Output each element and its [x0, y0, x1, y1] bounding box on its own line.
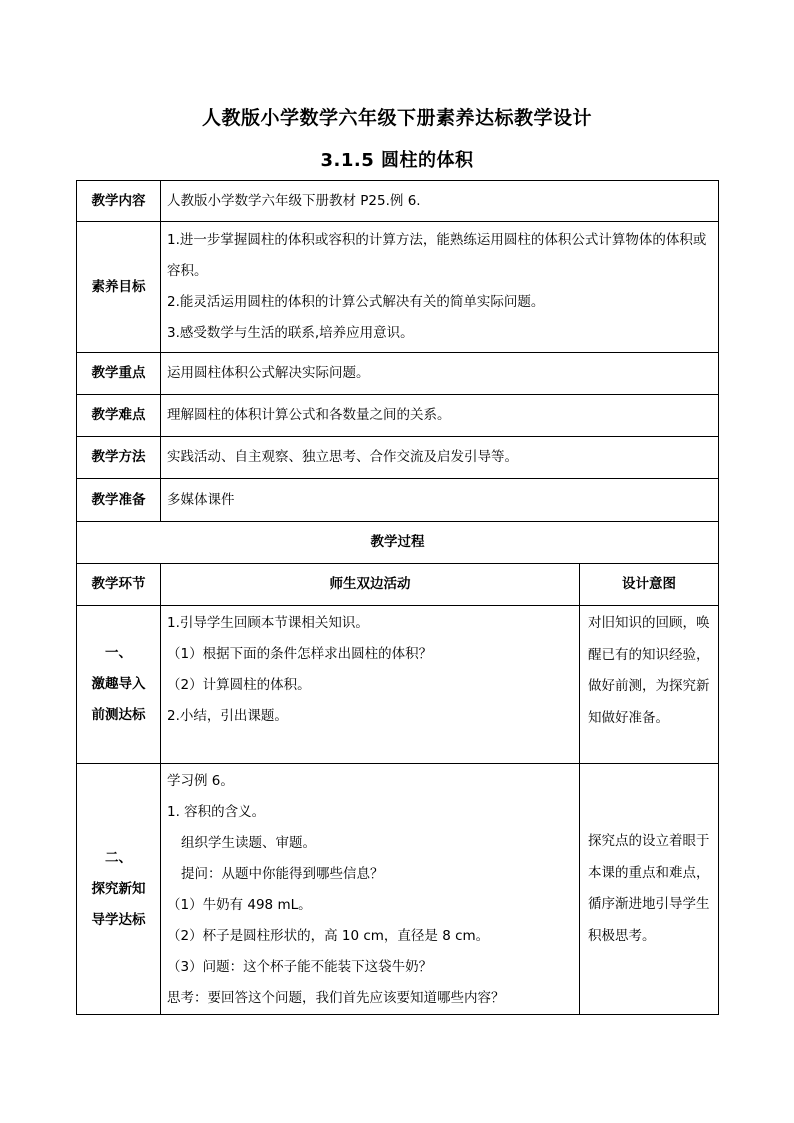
row-methods [77, 437, 719, 479]
activity-line: （2）计算圆柱的体积。 [167, 677, 311, 693]
label-literacy-goals: 素养目标 [77, 222, 161, 353]
goal-line: 3.感受数学与生活的联系,培养应用意识。 [167, 325, 414, 341]
stage-intent: 探究点的设立着眼于本课的重点和难点，循序渐进地引导学生积极思考。 [580, 764, 719, 1015]
stage-activities [161, 606, 580, 764]
value-key-points: 运用圆柱体积公式解决实际问题。 [161, 353, 719, 395]
process-heading: 教学过程 [77, 522, 719, 564]
row-teaching-content [77, 181, 719, 222]
value-preparation: 多媒体课件 [161, 479, 719, 522]
activity-line: （3）问题：这个杯子能不能装下这袋牛奶？ [167, 959, 433, 975]
activity-line: 1.引导学生回顾本节课相关知识。 [167, 615, 369, 631]
activity-line: 思考：要回答这个问题，我们首先应该要知道哪些内容？ [167, 990, 505, 1006]
lesson-title: 3.1.5 圆柱的体积 [320, 150, 474, 171]
activity-line: 2.小结，引出课题。 [167, 708, 288, 724]
row-preparation [77, 479, 719, 522]
goal-line: 1.进一步掌握圆柱的体积或容积的计算方法，能熟练运用圆柱的体积公式计算物体的体积或容积。 [167, 232, 707, 279]
activity-line: （1）根据下面的条件怎样求出圆柱的体积？ [167, 646, 433, 662]
row-literacy-goals [77, 222, 719, 353]
value-difficulties: 理解圆柱的体积计算公式和各数量之间的关系。 [161, 395, 719, 437]
activity-line: 提问：从题中你能得到哪些信息？ [181, 866, 384, 882]
row-difficulties [77, 395, 719, 437]
column-header-intent: 设计意图 [580, 564, 719, 606]
row-column-headers [77, 564, 719, 606]
activity-line: 1. 容积的含义。 [167, 804, 266, 820]
stage-name: 一、 激趣导入 前测达标 [77, 606, 161, 764]
column-header-stage: 教学环节 [77, 564, 161, 606]
stage-intent: 对旧知识的回顾，唤醒已有的知识经验，做好前测，为探究新知做好准备。 [580, 606, 719, 764]
label-teaching-content: 教学内容 [77, 181, 161, 222]
document-title: 人教版小学数学六年级下册素养达标教学设计 [201, 107, 592, 129]
activity-line: 学习例 6。 [167, 773, 234, 789]
row-key-points [77, 353, 719, 395]
label-preparation: 教学准备 [77, 479, 161, 522]
label-key-points: 教学重点 [77, 353, 161, 395]
activity-line: 组织学生读题、审题。 [181, 835, 316, 851]
row-process-heading [77, 522, 719, 564]
label-methods: 教学方法 [77, 437, 161, 479]
column-header-activities: 师生双边活动 [161, 564, 580, 606]
lesson-plan-table [76, 180, 719, 1015]
value-literacy-goals [161, 222, 719, 353]
stage-activities [161, 764, 580, 1015]
stage-row-1 [77, 606, 719, 764]
goal-line: 2.能灵活运用圆柱的体积的计算公式解决有关的简单实际问题。 [167, 294, 545, 310]
activity-line: （1）牛奶有 498 mL。 [167, 897, 312, 913]
stage-row-2 [77, 764, 719, 1015]
activity-line: （2）杯子是圆柱形状的，高 10 cm，直径是 8 cm。 [167, 928, 490, 944]
value-methods: 实践活动、自主观察、独立思考、合作交流及启发引导等。 [161, 437, 719, 479]
stage-name: 二、 探究新知 导学达标 [77, 764, 161, 1015]
value-teaching-content: 人教版小学数学六年级下册教材 P25.例 6. [161, 181, 719, 222]
label-difficulties: 教学难点 [77, 395, 161, 437]
